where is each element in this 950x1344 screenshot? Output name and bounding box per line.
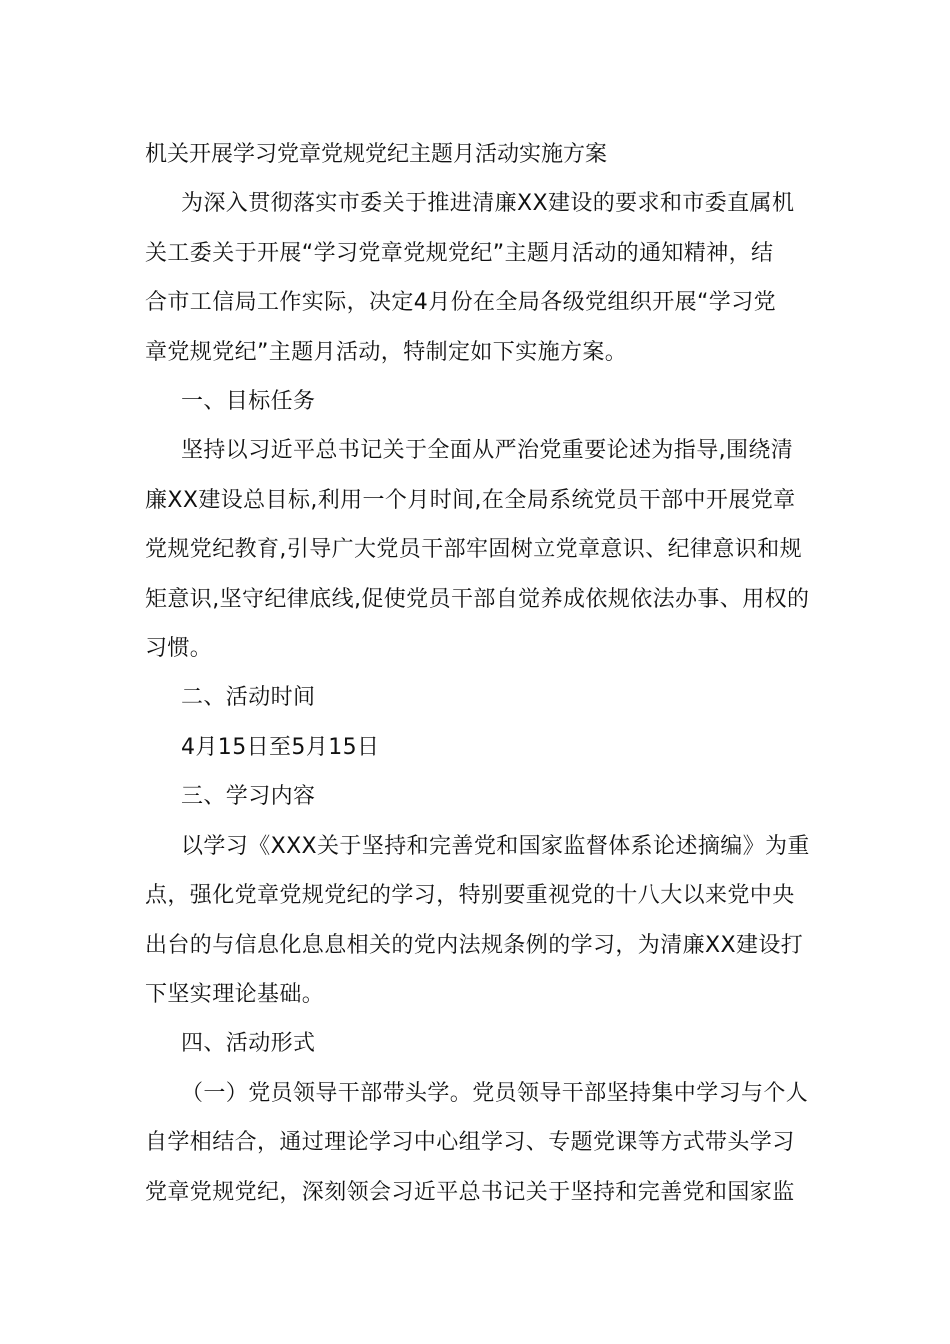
- paragraph-time: 4月15日至5月15日: [181, 734, 380, 760]
- paragraph-intro-line: 关工委关于开展“学习党章党规党纪”主题月活动的通知精神，结: [145, 240, 774, 266]
- paragraph-intro-line: 章党规党纪”主题月活动，特制定如下实施方案。: [145, 339, 628, 365]
- paragraph-goals-line: 党规党纪教育,引导广大党员干部牢固树立党章意识、纪律意识和规: [145, 537, 802, 563]
- paragraph-content-line: 以学习《XXX关于坚持和完善党和国家监督体系论述摘编》为重: [181, 833, 810, 859]
- paragraph-goals-line: 坚持以习近平总书记关于全面从严治党重要论述为指导,围绕清: [181, 438, 794, 464]
- section-heading-goals: 一、目标任务: [181, 389, 316, 415]
- paragraph-form-line: 自学相结合，通过理论学习中心组学习、专题党课等方式带头学习: [145, 1130, 795, 1156]
- document-body: [145, 130, 810, 1217]
- paragraph-goals-line: 廉XX建设总目标,利用一个月时间,在全局系统党员干部中开展党章: [145, 487, 796, 513]
- paragraph-form-line: （一）党员领导干部带头学。党员领导干部坚持集中学习与个人: [181, 1080, 809, 1106]
- paragraph-form-line: 党章党规党纪，深刻领会习近平总书记关于坚持和完善党和国家监: [145, 1179, 795, 1205]
- paragraph-content-line: 点，强化党章党规党纪的学习，特别要重视党的十八大以来党中央: [145, 883, 795, 909]
- section-heading-form: 四、活动形式: [181, 1031, 316, 1057]
- section-heading-content: 三、学习内容: [181, 784, 316, 810]
- paragraph-content-line: 出台的与信息化息息相关的党内法规条例的学习，为清廉XX建设打: [145, 932, 804, 958]
- paragraph-content-line: 下坚实理论基础。: [145, 981, 325, 1007]
- document-title: 机关开展学习党章党规党纪主题月活动实施方案: [145, 142, 608, 167]
- paragraph-intro-line: 为深入贯彻落实市委关于推进清廉XX建设的要求和市委直属机: [181, 191, 795, 217]
- paragraph-intro-line: 合市工信局工作实际，决定4月份在全局各级党组织开展“学习党: [145, 290, 776, 316]
- section-heading-time: 二、活动时间: [181, 685, 316, 711]
- paragraph-goals-line: 矩意识,坚守纪律底线,促使党员干部自觉养成依规依法办事、用权的: [145, 586, 810, 612]
- paragraph-goals-line: 习惯。: [145, 636, 213, 662]
